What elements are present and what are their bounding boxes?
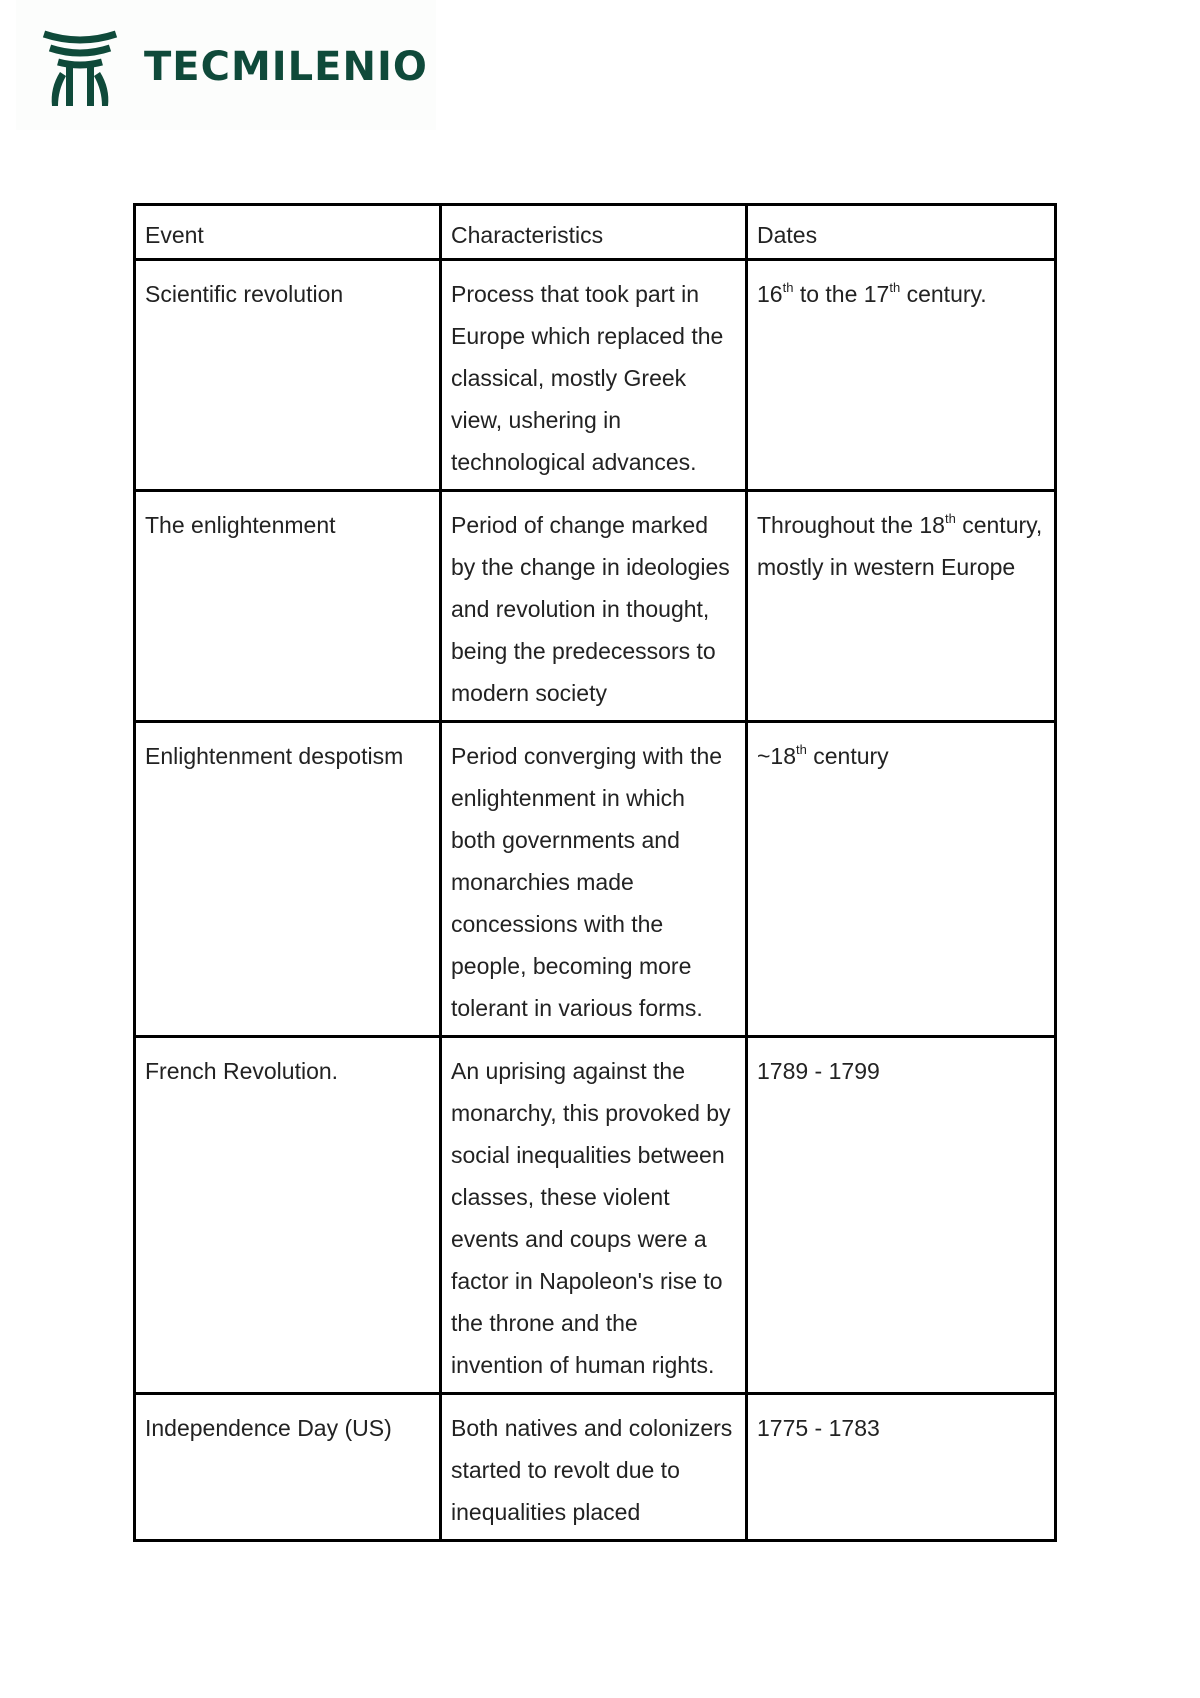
characteristics-cell: Process that took part in Europe which replaced the classical, mostly Greek view, ushering in technological advances. <box>441 260 747 491</box>
header-event: Event <box>135 205 441 260</box>
table-row <box>135 722 1056 1037</box>
ordinal-suffix: th <box>889 280 901 295</box>
characteristics-cell: Both natives and colonizers started to revolt due to inequalities placed <box>441 1394 747 1541</box>
characteristics-cell: Period of change marked by the change in ideologies and revolution in thought, being the predecessors to modern society <box>441 491 747 722</box>
dates-text: Throughout the 18 <box>757 512 945 538</box>
header-dates: Dates <box>747 205 1056 260</box>
table-header-row <box>135 205 1056 260</box>
dates-text: century, mostly in western Europe <box>757 512 1043 580</box>
dates-text: to the 17 <box>793 281 890 307</box>
dates-cell <box>747 260 1056 491</box>
dates-cell <box>747 491 1056 722</box>
dates-text: 16 <box>757 281 783 307</box>
table-row <box>135 491 1056 722</box>
ordinal-suffix: th <box>944 511 956 526</box>
table-row <box>135 1394 1056 1541</box>
ordinal-suffix: th <box>782 280 794 295</box>
dates-cell: 1775 - 1783 <box>747 1394 1056 1541</box>
event-cell: French Revolution. <box>135 1037 441 1394</box>
characteristics-cell: An uprising against the monarchy, this provoked by social inequalities between classes, these violent events and coups were a factor in Napoleon's rise to the throne and the invention of human rights. <box>441 1037 747 1394</box>
tecmilenio-emblem-icon <box>40 28 120 108</box>
event-cell: Independence Day (US) <box>135 1394 441 1541</box>
table-row <box>135 1037 1056 1394</box>
event-cell: Enlightenment despotism <box>135 722 441 1037</box>
dates-text: century. <box>900 281 987 307</box>
characteristics-cell: Period converging with the enlightenment in which both governments and monarchies made concessions with the people, becoming more tolerant in various forms. <box>441 722 747 1037</box>
logo-wordmark: TECMILENIO <box>144 44 428 90</box>
ordinal-suffix: th <box>796 742 807 757</box>
dates-cell <box>747 722 1056 1037</box>
tecmilenio-logo <box>16 0 436 130</box>
table-row <box>135 260 1056 491</box>
event-cell: The enlightenment <box>135 491 441 722</box>
dates-text: century <box>806 743 889 769</box>
header-characteristics: Characteristics <box>441 205 747 260</box>
dates-cell: 1789 - 1799 <box>747 1037 1056 1394</box>
dates-text: ~18 <box>757 743 797 769</box>
events-table <box>133 203 1057 1542</box>
event-cell: Scientific revolution <box>135 260 441 491</box>
